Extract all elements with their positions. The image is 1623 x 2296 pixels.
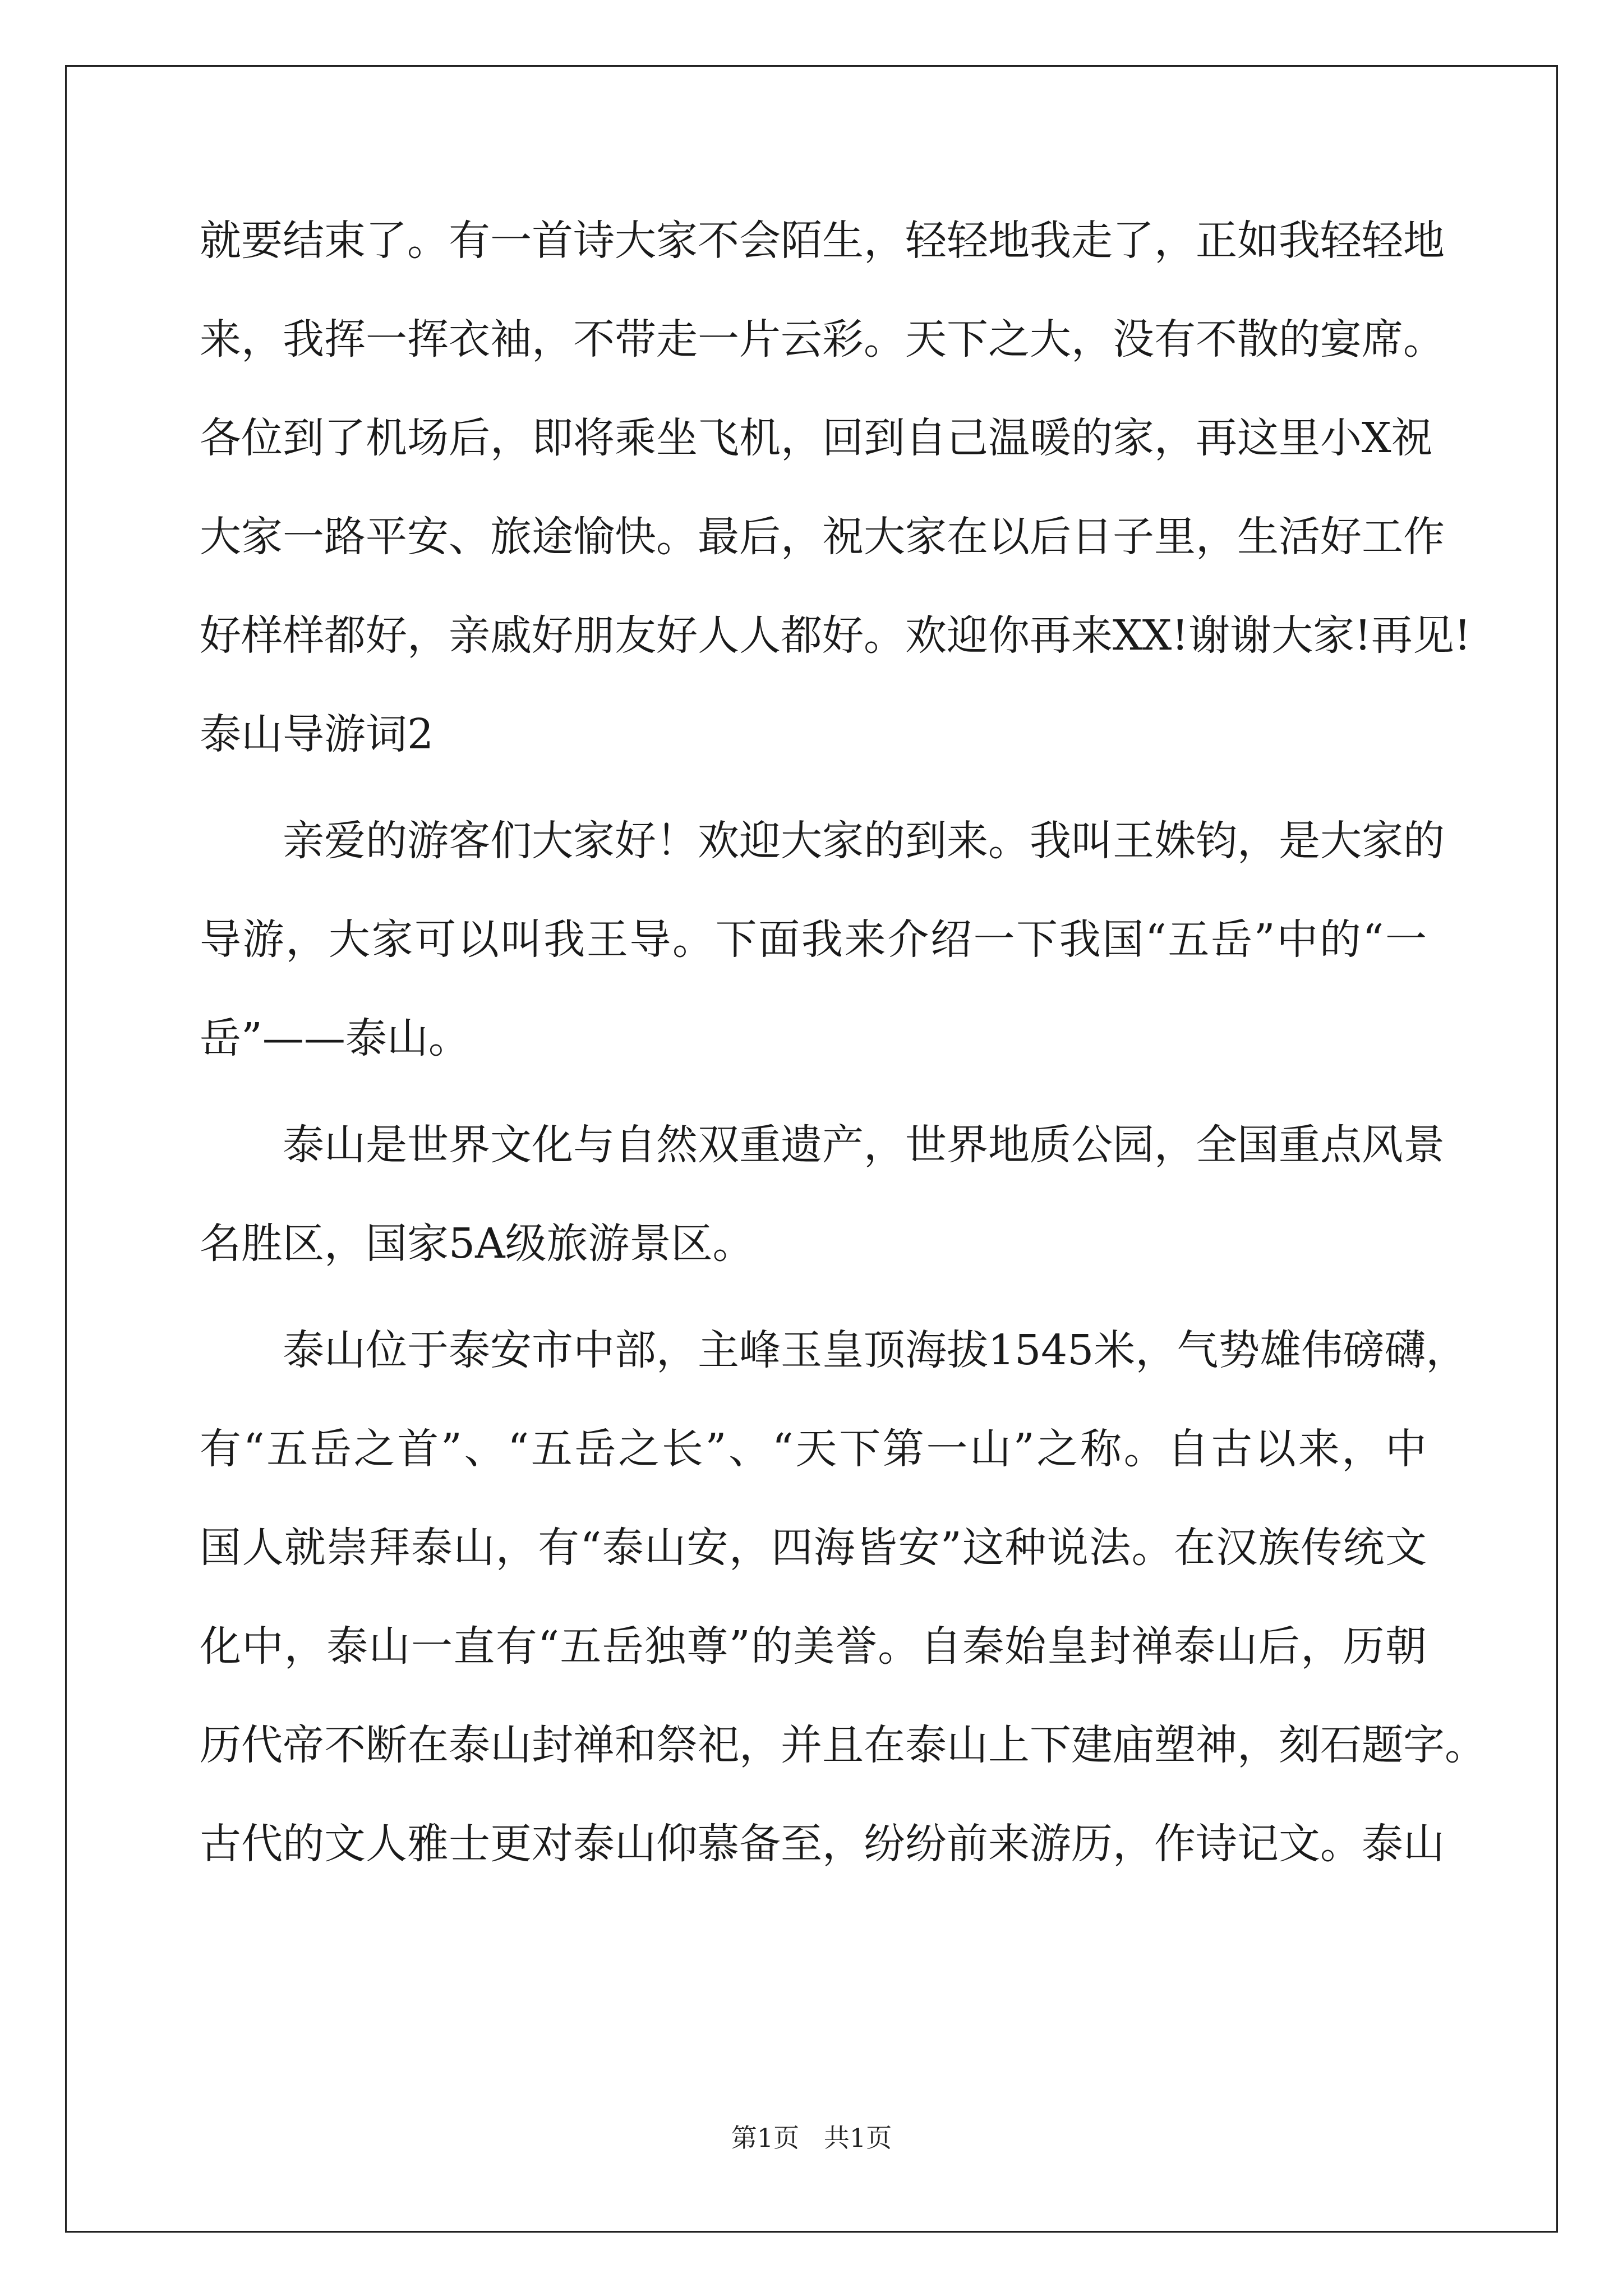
paragraph-line: 亲爱的游客们大家好！欢迎大家的到来。我叫王姝钧，是大家的 (283, 817, 1445, 865)
text-line: 各位到了机场后，即将乘坐飞机，回到自己温暖的家，再这里小X祝 (200, 414, 1433, 462)
paragraph-line: 历代帝不断在泰山封禅和祭祀，并且在泰山上下建庙塑神，刻石题字。 (200, 1721, 1486, 1769)
text-line: 大家一路平安、旅途愉快。最后，祝大家在以后日子里，生活好工作 (200, 513, 1445, 561)
text-line: 就要结束了。有一首诗大家不会陌生，轻轻地我走了，正如我轻轻地 (200, 217, 1445, 265)
paragraph-line: 导游，大家可以叫我王导。下面我来介绍一下我国“五岳”中的“一 (200, 915, 1427, 964)
section-title: 泰山导游词2 (200, 710, 434, 758)
text-line: 好样样都好，亲戚好朋友好人人都好。欢迎你再来XX!谢谢大家!再见! (200, 611, 1471, 660)
document-body (200, 217, 1486, 1922)
text-line: 来，我挥一挥衣袖，不带走一片云彩。天下之大，没有不散的宴席。 (200, 315, 1445, 364)
paragraph-line: 化中，泰山一直有“五岳独尊”的美誉。自秦始皇封禅泰山后，历朝 (200, 1622, 1427, 1671)
paragraph-line: 古代的文人雅士更对泰山仰慕备至，纷纷前来游历，作诗记文。泰山 (200, 1820, 1445, 1868)
paragraph-line: 泰山位于泰安市中部，主峰玉皇顶海拔1545米，气势雄伟磅礴， (283, 1326, 1468, 1374)
paragraph-line: 名胜区，国家5A级旅游景区。 (200, 1220, 754, 1268)
paragraph-line: 泰山是世界文化与自然双重遗产，世界地质公园，全国重点风景 (283, 1121, 1445, 1169)
paragraph-line: 有“五岳之首”、“五岳之长”、“天下第一山”之称。自古以来，中 (200, 1425, 1427, 1473)
paragraph-line: 岳”——泰山。 (200, 1014, 470, 1062)
paragraph-line: 国人就崇拜泰山，有“泰山安，四海皆安”这种说法。在汉族传统文 (200, 1524, 1427, 1572)
page-footer: 第1页 共1页 (731, 2123, 892, 2153)
